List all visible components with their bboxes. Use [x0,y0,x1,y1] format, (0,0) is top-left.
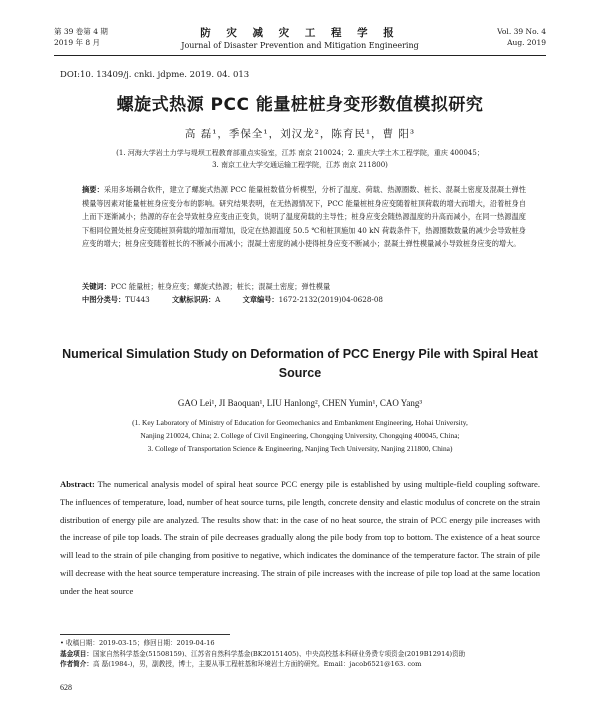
abstract-en [60,476,540,601]
journal-header [54,26,546,56]
title-cn: 螺旋式热源 PCC 能量桩桩身变形数值模拟研究 [116,95,484,115]
doc-value: A [215,295,221,304]
affiliation-en-line: 3. College of Transportation Science & Engineering, Nanjing Tech University, Nanjing 211800, China) [147,444,453,453]
affiliations-en [60,416,540,455]
keywords-cn-text: PCC 能量桩；桩身应变；螺旋式热源；桩长；混凝土密度；弹性模量 [110,282,331,291]
footnote [60,638,540,670]
authors-en: GAO Lei¹, JI Baoquan¹, LIU Hanlong², CHEN Yumin¹, CAO Yang³ [177,398,423,408]
affiliation-en-line: (1. Key Laboratory of Ministry of Education for Geomechanics and Embankment Engineering, Hohai University, [132,418,468,427]
affiliations-cn [60,147,540,171]
received-date: • 收稿日期：2019-03-15；修回日期：2019-04-16 [60,639,215,647]
author-label: 作者简介： [60,660,93,668]
volume-en: Vol. 39 No. 4 [497,27,546,36]
page-number: 628 [60,683,72,692]
clc-label: 中图分类号： [82,295,126,304]
doc-label: 文献标识码： [172,295,216,304]
volume-cn: 第 39 卷第 4 期 [54,27,108,36]
header-right [497,26,546,48]
abstract-en-label: Abstract: [60,479,95,489]
abstract-cn [82,183,526,251]
date-cn: 2019 年 8 月 [54,38,101,47]
fund-info [60,649,540,660]
article-label: 文章编号： [242,295,279,304]
title-en: Numerical Simulation Study on Deformation of PCC Energy Pile with Spiral Heat Source [62,347,538,380]
clc-code [82,295,150,304]
fund-text: 国家自然科学基金(51508159)、江苏省自然科学基金(BK20151405)、中央高校基本科研业务费专项资金(2019B12914)资助 [92,649,466,658]
article-value: 1672-2132(2019)04-0628-08 [278,295,383,304]
affiliation-cn-line: (1. 河海大学岩土力学与堤坝工程教育部重点实验室，江苏 南京 210024；2. 重庆大学土木工程学院，重庆 400045； [116,149,484,157]
date-en: Aug. 2019 [507,38,546,47]
journal-name-en: Journal of Disaster Prevention and Mitigation Engineering [181,41,419,50]
classification-row [82,294,526,306]
footnote-rule [60,634,230,635]
affiliation-cn-line: 3. 南京工业大学交通运输工程学院，江苏 南京 211800) [212,161,388,169]
keywords-cn-label: 关键词： [82,282,111,291]
author-info [60,659,540,670]
author-text: 高 磊(1984-)，男，副教授，博士，主要从事工程桩基和环境岩土方面的研究。Email：jacob6521@163. com [92,660,422,668]
abstract-en-text: The numerical analysis model of spiral heat source PCC energy pile is established by using multiple-field coupling software. The influences of temperature, load, number of heat source turns, pile length, concrete density and elastic modulus of concrete on the strain distribution of energy pile are analyzed. The results show that: in the case of no heat source, the strain of PCC energy pile increases with the increase of pile top loads. The strain of pile decreases gradually along the pile body from top to bottom. The existence of a heat source will lead to the strain of pile changing from positive to negative, which indicates the dominance of the temperature factor. The strain of pile will decrease with the heat source temperature increasing. The strain of pile increases with the increase of pile top load at the same location under the heat source [60,479,541,596]
affiliation-en-line: Nanjing 210024, China; 2. College of Civil Engineering, Chongqing University, Chongqing 400045, China; [140,431,460,440]
keywords-cn [82,281,526,293]
abstract-cn-label: 摘要： [82,185,104,194]
header-center [54,26,546,52]
fund-label: 基金项目： [60,649,93,658]
authors-cn: 高 磊¹，季保全¹，刘汉龙²，陈育民¹，曹 阳³ [184,128,416,140]
doc-code [172,295,220,304]
article-number [243,295,383,304]
clc-value: TU443 [125,295,150,304]
doi: DOI:10. 13409/j. cnki. jdpme. 2019. 04. 013 [60,70,250,80]
abstract-cn-text: 采用多场耦合软件，建立了螺旋式热源 PCC 能量桩数值分析模型，分析了温度、荷载、热源圈数、桩长、混凝土密度及混凝土弹性模量等因素对能量桩桩身应变分布的影响。研究结果表明，在无热源情况下，PCC 能量桩桩身应变随着桩顶荷载的增大而增大，沿着桩身自上而下逐渐减小；热源的存在会导致桩身应变由正变负，说明了温度荷载的主导性；桩身应变会随热源温度的升高而减小，在同一热源温度下相同位置处桩身应变随桩顶荷载的增加而增加，设定在热源温度 50.5 ℃和桩顶施加 40 kN 荷载条件下，热源圈数数量的减少会导致桩身应变的增大；桩身应变随着桩长的不断减小而减小；混凝土密度的减小使得桩身应变不断减小；混凝土弹性模量减小导致桩身应变的增大。 [82,185,526,249]
journal-name-cn: 防 灾 减 灾 工 程 学 报 [200,27,400,39]
